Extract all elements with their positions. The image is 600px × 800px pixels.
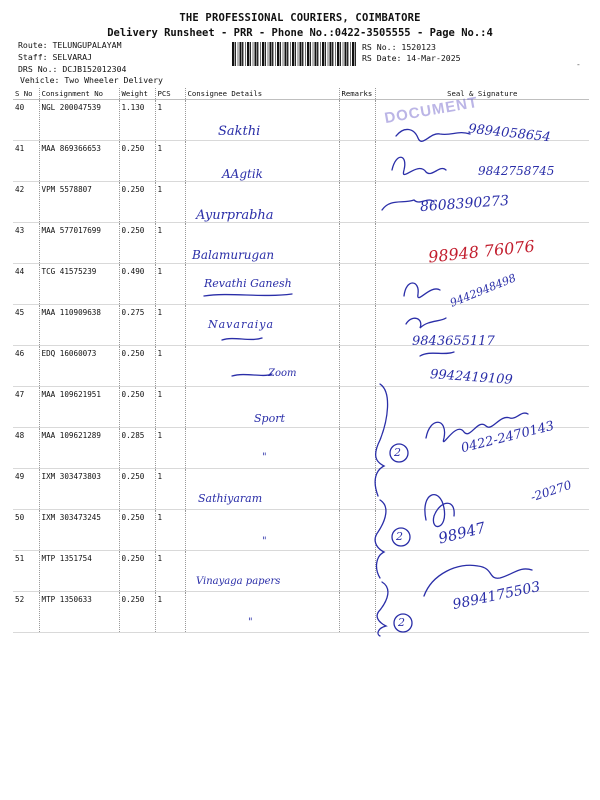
handwritten-phone: 8608390273 — [419, 192, 510, 216]
signature-scribble — [392, 157, 446, 174]
signature-scribble — [424, 565, 532, 596]
signature-scribble — [420, 352, 454, 356]
handwritten-phone: 9894058654 — [467, 121, 552, 146]
handwritten-ditto: " — [248, 617, 253, 628]
group-mark-circle — [394, 614, 412, 632]
group-mark-label: 2 — [394, 446, 401, 459]
row-consignment-no: MAA 869366653 — [39, 141, 119, 182]
row-weight: 0.250 — [119, 141, 155, 182]
handwritten-consignee: Sathiyaram — [198, 492, 263, 505]
handwritten-consignee: Ayurprabha — [196, 208, 274, 223]
row-sno: 47 — [13, 387, 39, 428]
strike-through-line — [204, 294, 292, 296]
row-weight: 0.250 — [119, 223, 155, 264]
row-consignment-no: MTP 1350633 — [39, 592, 119, 633]
handwritten-consignee: Sakthi — [218, 124, 261, 139]
row-sno: 43 — [13, 223, 39, 264]
row-consignment-no: IXM 303473803 — [39, 469, 119, 510]
row-sno: 44 — [13, 264, 39, 305]
row-consignment-no: MAA 577017699 — [39, 223, 119, 264]
row-consignment-no: MTP 1351754 — [39, 551, 119, 592]
strike-through-line — [232, 374, 272, 376]
group-mark-label: 2 — [396, 530, 403, 543]
row-sno: 50 — [13, 510, 39, 551]
group-mark-label: 2 — [398, 616, 405, 629]
row-pcs: 1 — [155, 346, 185, 387]
group-mark-circle — [390, 444, 408, 462]
signature-scribble — [396, 129, 470, 141]
rs-number: RS No.: 1520123 — [362, 42, 436, 52]
group-brace — [375, 500, 386, 578]
strike-through-line — [222, 338, 262, 340]
handwritten-consignee: AAgtik — [222, 167, 263, 181]
handwritten-phone: -20270 — [528, 477, 574, 505]
group-mark-circle — [392, 528, 410, 546]
staff-label: Staff: SELVARAJ — [18, 52, 92, 62]
row-sno: 52 — [13, 592, 39, 633]
col-weight: Weight — [119, 88, 155, 100]
row-sno: 46 — [13, 346, 39, 387]
row-consignment-no: MAA 109621289 — [39, 428, 119, 469]
row-pcs: 1 — [155, 223, 185, 264]
row-weight: 0.490 — [119, 264, 155, 305]
handwritten-consignee: Revathi Ganesh — [204, 277, 292, 290]
row-weight: 0.250 — [119, 551, 155, 592]
row-weight: 0.250 — [119, 592, 155, 633]
row-sno: 40 — [13, 100, 39, 141]
row-sno: 51 — [13, 551, 39, 592]
col-sno: S No — [13, 88, 39, 100]
row-consignment-no: NGL 200047539 — [39, 100, 119, 141]
row-weight: 0.250 — [119, 346, 155, 387]
row-pcs: 1 — [155, 264, 185, 305]
row-pcs: 1 — [155, 510, 185, 551]
handwritten-phone: 9894175503 — [451, 578, 542, 614]
route-label: Route: TELUNGUPALAYAM — [18, 40, 122, 50]
row-consignment-no: MAA 110909638 — [39, 305, 119, 346]
handwritten-phone: 9843655117 — [412, 334, 495, 349]
handwritten-consignee: Navaraiya — [208, 318, 275, 331]
handwritten-phone: 9842758745 — [478, 164, 555, 178]
row-pcs: 1 — [155, 469, 185, 510]
handwritten-phone: 98948 76076 — [427, 236, 536, 267]
signature-scribble — [426, 413, 528, 442]
row-pcs: 1 — [155, 551, 185, 592]
group-brace — [375, 384, 387, 496]
signature-scribble — [382, 200, 434, 210]
handwritten-consignee: Vinayaga papers — [196, 576, 281, 587]
row-weight: 0.250 — [119, 182, 155, 223]
handwritten-ditto: " — [262, 452, 267, 463]
row-weight: 0.285 — [119, 428, 155, 469]
col-signature: Seal & Signature — [375, 88, 589, 100]
handwritten-consignee: Balamurugan — [192, 248, 275, 262]
row-sno: 42 — [13, 182, 39, 223]
col-pcs: PCS — [155, 88, 185, 100]
row-weight: 0.250 — [119, 469, 155, 510]
row-consignment-no: IXM 303473245 — [39, 510, 119, 551]
row-sno: 49 — [13, 469, 39, 510]
row-consignment-no: TCG 41575239 — [39, 264, 119, 305]
drs-number: DRS No.: DCJB152012304 — [18, 64, 127, 74]
row-pcs: 1 — [155, 100, 185, 141]
signature-scribble — [425, 495, 454, 527]
row-weight: 0.250 — [119, 387, 155, 428]
row-pcs: 1 — [155, 428, 185, 469]
rs-date: RS Date: 14-Mar-2025 — [362, 53, 461, 63]
corner-mark: - — [576, 60, 581, 69]
vehicle-label: Vehicle: Two Wheeler Delivery — [20, 75, 163, 85]
row-sno: 45 — [13, 305, 39, 346]
handwritten-phone: 9942419109 — [429, 367, 514, 388]
handwritten-consignee: Sport — [254, 412, 285, 425]
signature-scribble — [406, 318, 446, 328]
row-weight: 1.130 — [119, 100, 155, 141]
company-title: THE PROFESSIONAL COURIERS, COIMBATORE — [179, 12, 421, 24]
col-consignee: Consignee Details — [185, 88, 339, 100]
group-brace — [377, 582, 388, 636]
row-weight: 0.250 — [119, 510, 155, 551]
handwritten-consignee: Zoom — [268, 368, 297, 379]
handwritten-ditto: " — [262, 536, 267, 547]
row-pcs: 1 — [155, 141, 185, 182]
handwritten-phone: 98947 — [436, 518, 488, 548]
row-consignment-no: VPM 5578807 — [39, 182, 119, 223]
row-weight: 0.275 — [119, 305, 155, 346]
row-sno: 41 — [13, 141, 39, 182]
col-remarks: Remarks — [339, 88, 375, 100]
document-stamp: DOCUMENT — [383, 93, 480, 128]
row-consignment-no: MAA 109621951 — [39, 387, 119, 428]
row-pcs: 1 — [155, 182, 185, 223]
row-sno: 48 — [13, 428, 39, 469]
row-consignment-no: EDQ 16060073 — [39, 346, 119, 387]
row-pcs: 1 — [155, 387, 185, 428]
runsheet-subtitle: Delivery Runsheet - PRR - Phone No.:0422-3505555 - Page No.:4 — [107, 27, 493, 39]
handwritten-phone: 0422-2470143 — [459, 418, 556, 457]
signature-scribble — [404, 283, 440, 298]
row-pcs: 1 — [155, 592, 185, 633]
handwritten-phone: 9442948498 — [448, 271, 518, 310]
col-consignment: Consignment No — [39, 88, 119, 100]
row-pcs: 1 — [155, 305, 185, 346]
